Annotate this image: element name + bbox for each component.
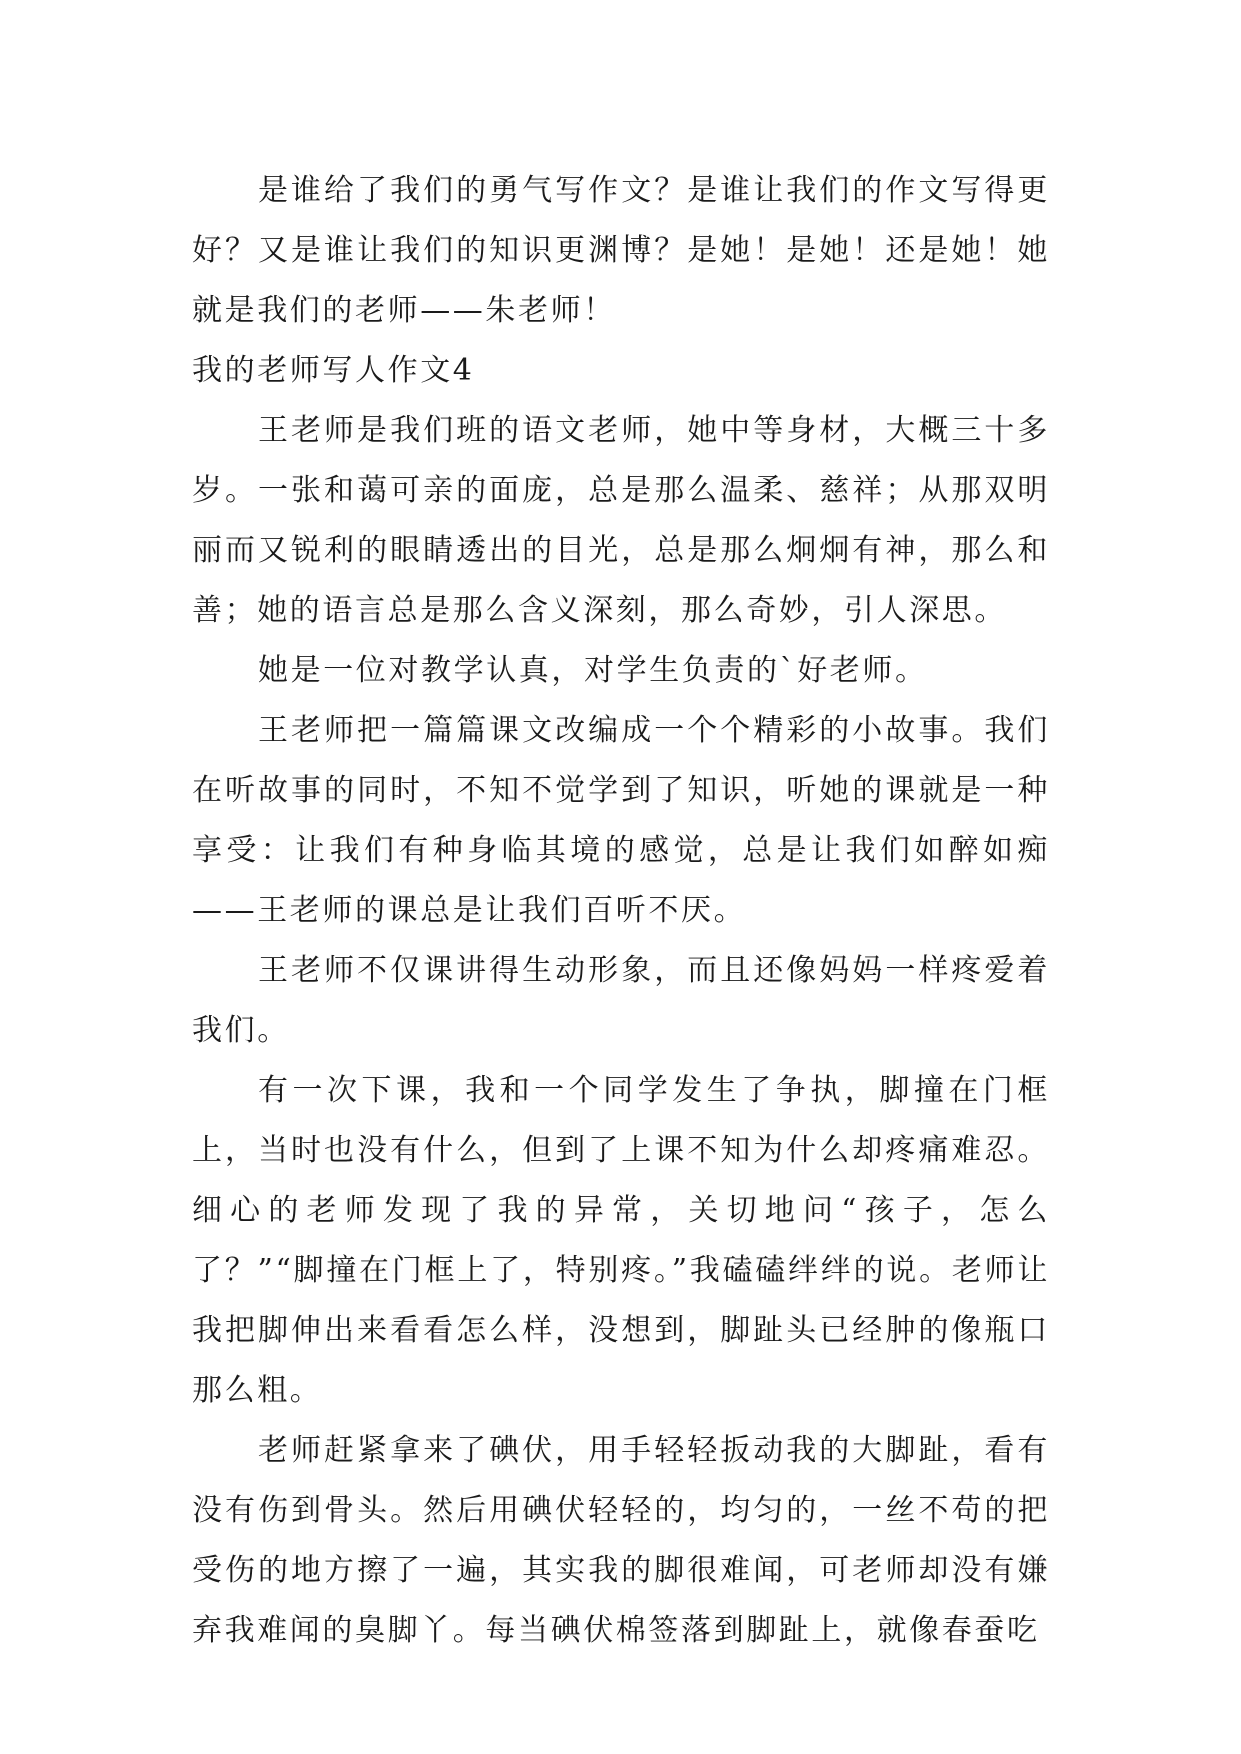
paragraph-3: 她是一位对教学认真，对学生负责的`好老师。 [258, 653, 928, 688]
document-body [192, 161, 1050, 1661]
paragraph-5: 王老师不仅课讲得生动形象，而且还像妈妈一样疼爱着我们。 [192, 953, 1050, 1048]
paragraph-2: 王老师是我们班的语文老师，她中等身材，大概三十多岁。一张和蔼可亲的面庞，总是那么温柔、慈祥；从那双明丽而又锐利的眼睛透出的目光，总是那么炯炯有神，那么和善；她的语言总是那么含义深刻，那么奇妙，引人深思。 [192, 413, 1050, 628]
paragraph-4: 王老师把一篇篇课文改编成一个个精彩的小故事。我们在听故事的同时，不知不觉学到了知识，听她的课就是一种享受：让我们有种身临其境的感觉，总是让我们如醉如痴——王老师的课总是让我们百听不厌。 [192, 713, 1050, 928]
paragraph-7: 老师赶紧拿来了碘伏，用手轻轻扳动我的大脚趾，看有没有伤到骨头。然后用碘伏轻轻的，均匀的，一丝不苟的把受伤的地方擦了一遍，其实我的脚很难闻，可老师却没有嫌弃我难闻的臭脚丫。每当碘伏棉签落到脚趾上，就像春蚕吃 [192, 1433, 1050, 1648]
essay-heading: 我的老师写人作文4 [192, 353, 475, 388]
paragraph-6: 有一次下课，我和一个同学发生了争执，脚撞在门框上，当时也没有什么，但到了上课不知为什么却疼痛难忍。细心的老师发现了我的异常，关切地问“孩子，怎么了？”“脚撞在门框上了，特别疼。”我磕磕绊绊的说。老师让我把脚伸出来看看怎么样，没想到，脚趾头已经肿的像瓶口那么粗。 [192, 1073, 1050, 1408]
paragraph-1: 是谁给了我们的勇气写作文？是谁让我们的作文写得更好？又是谁让我们的知识更渊博？是她！是她！还是她！她就是我们的老师——朱老师！ [192, 173, 1050, 328]
